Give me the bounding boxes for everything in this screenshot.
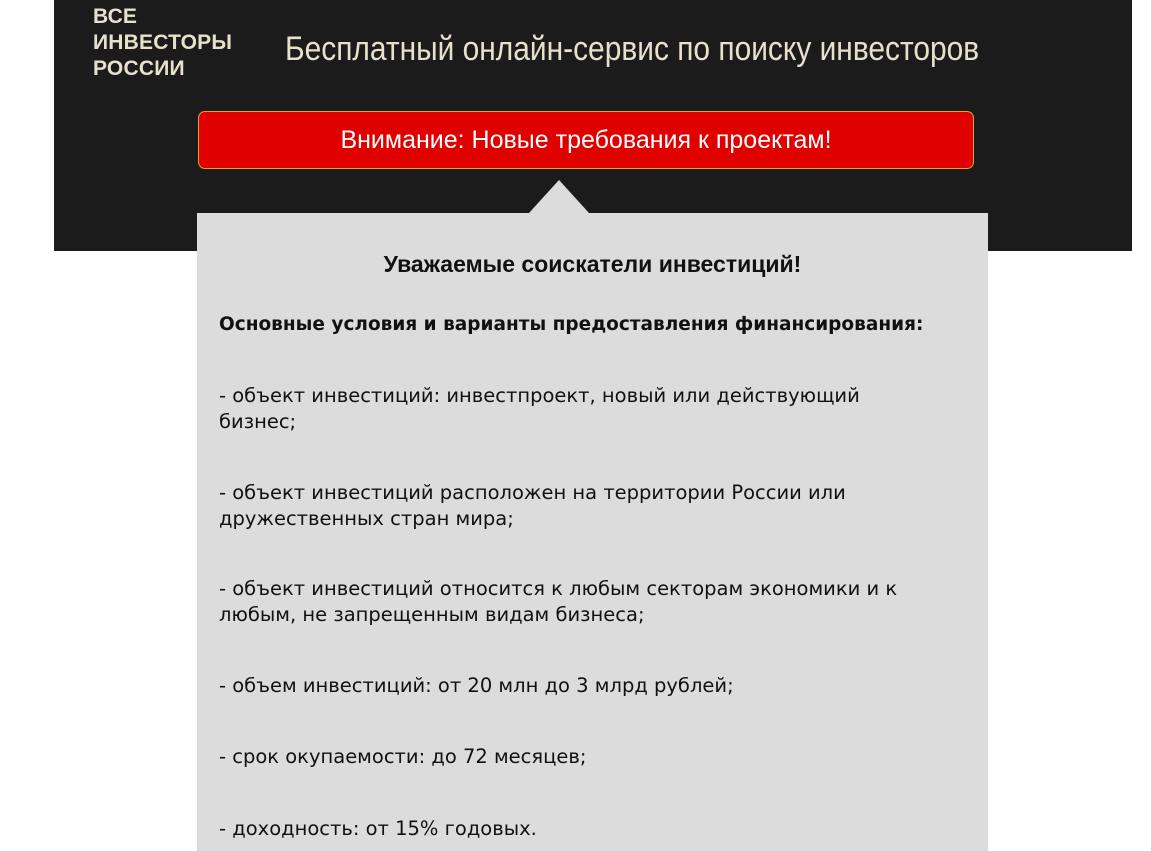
condition-item-yield: - доходность: от 15% годовых. [219, 817, 537, 840]
condition-item-volume: - объем инвестиций: от 20 млн до 3 млрд рублей; [219, 674, 734, 697]
logo-line-2: ИНВЕСТОРЫ [93, 31, 233, 54]
condition-item-payback: - срок окупаемости: до 72 месяцев; [219, 745, 587, 768]
condition-item-object: - объект инвестиций: инвестпроект, новый или действующий бизнес; [219, 384, 860, 433]
condition-item-sector: - объект инвестиций относится к любым секторам экономики и к любым, не запрещенным видам бизнеса; [219, 577, 898, 626]
popup-pointer-arrow [529, 180, 589, 213]
logo-line-3: РОССИИ [93, 57, 185, 80]
panel-title: Уважаемые соискатели инвестиций! [383, 251, 802, 277]
condition-item-location: - объект инвестиций расположен на территории России или дружественных стран мира; [219, 481, 846, 530]
site-tagline: Бесплатный онлайн-сервис по поиску инвесторов [285, 30, 980, 68]
conditions-heading: Основные условия и варианты предоставления финансирования: [219, 314, 924, 335]
site-logo[interactable] [93, 4, 232, 82]
logo-line-1: ВСЕ [93, 5, 138, 28]
new-requirements-alert-button[interactable]: Внимание: Новые требования к проектам! [198, 111, 974, 169]
requirements-popup-panel [197, 213, 988, 851]
